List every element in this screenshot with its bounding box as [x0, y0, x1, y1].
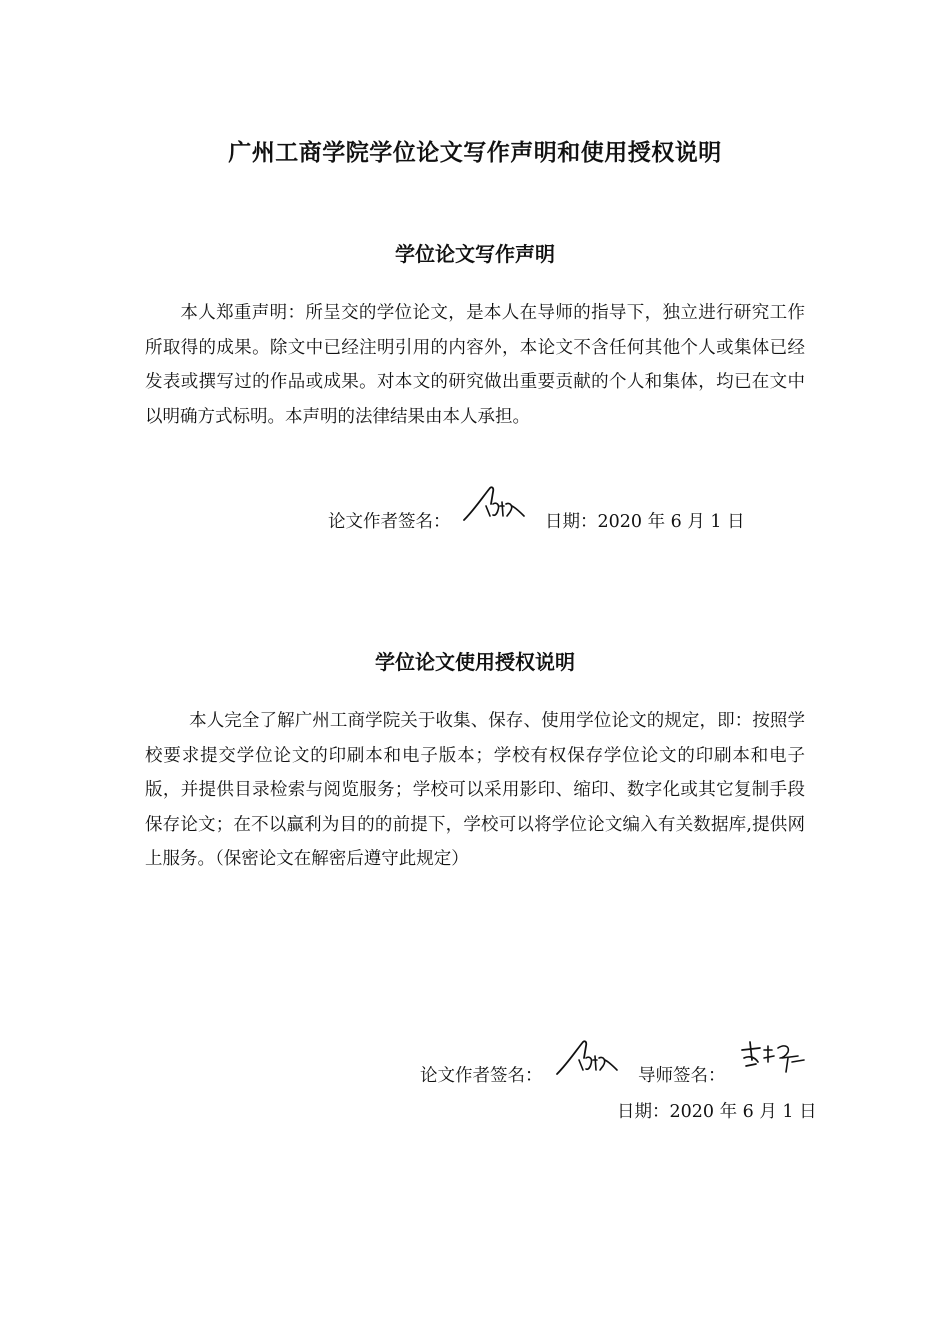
statement-date: 日期：2020 年 6 月 1 日 — [545, 512, 745, 532]
statement-author-label: 论文作者签名： — [328, 512, 451, 532]
authorization-date: 日期：2020 年 6 月 1 日 — [617, 1102, 817, 1122]
author-signature-image-2 — [552, 1036, 624, 1080]
statement-body — [145, 296, 805, 434]
statement-heading: 学位论文写作声明 — [395, 242, 555, 266]
page-title: 广州工商学院学位论文写作声明和使用授权说明 — [228, 140, 722, 166]
authorization-body — [145, 704, 805, 877]
author-signature-image — [460, 482, 530, 526]
statement-body-text: 本人郑重声明：所呈交的学位论文，是本人在导师的指导下，独立进行研究工作所取得的成果。除文中已经注明引用的内容外，本论文不含任何其他个人或集体已经发表或撰写过的作品或成果。对本文的研究做出重要贡献的个人和集体，均已在文中以明确方式标明。本声明的法律结果由本人承担。 — [145, 303, 805, 427]
authorization-author-label: 论文作者签名： — [420, 1066, 543, 1086]
advisor-signature-image — [738, 1036, 808, 1080]
authorization-body-text: 本人完全了解广州工商学院关于收集、保存、使用学位论文的规定，即：按照学校要求提交学位论文的印刷本和电子版本；学校有权保存学位论文的印刷本和电子版，并提供目录检索与阅览服务；学校可以采用影印、缩印、数字化或其它复制手段保存论文；在不以赢利为目的的前提下，学校可以将学位论文编入有关数据库,提供网上服务。（保密论文在解密后遵守此规定） — [145, 711, 805, 869]
authorization-advisor-label: 导师签名： — [638, 1066, 726, 1086]
authorization-heading: 学位论文使用授权说明 — [375, 650, 575, 674]
